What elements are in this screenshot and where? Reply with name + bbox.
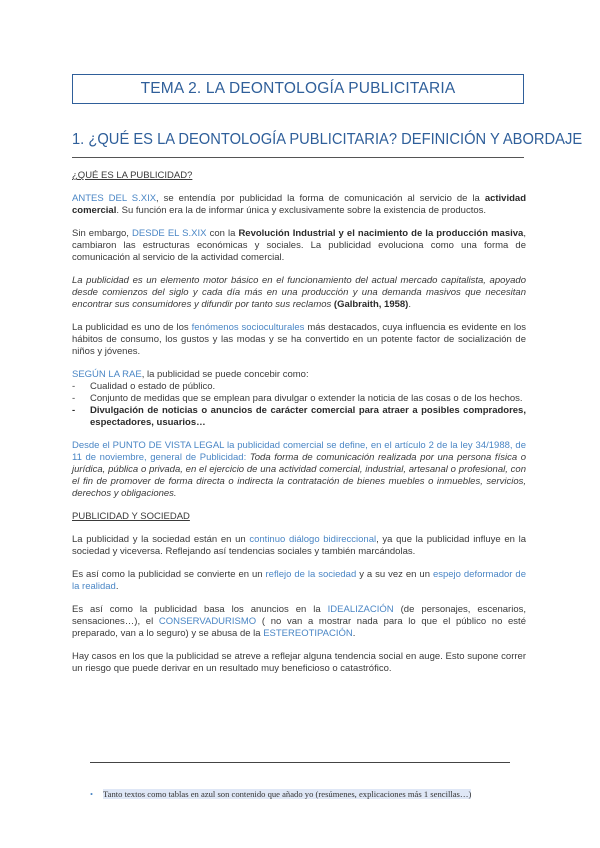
paragraph-reflejo <box>72 569 526 593</box>
highlight-desde: DESDE EL S.XIX <box>132 228 207 239</box>
highlight-rae: SEGÚN LA RAE <box>72 369 142 380</box>
paragraph-tendencia: Hay casos en los que la publicidad se atreve a reflejar alguna tendencia social en auge. Esto supone correr un riesgo que puede derivar en un resultado muy beneficioso o catastrófico. <box>72 651 526 674</box>
text: , cambiaron las estructuras económicas y sociales. La publicidad evoluciona como una forma de comunicación al servicio de la actividad comercial. <box>72 228 526 263</box>
highlight-dialogo: continuo diálogo bidireccional <box>249 534 377 545</box>
document-body <box>72 170 526 686</box>
text: Sin embargo, <box>72 228 133 239</box>
text: (de personajes, escenarios, sensaciones…), el <box>72 604 527 627</box>
heading-divider <box>72 157 524 158</box>
highlight-law: la publicidad comercial se define, en el artículo 2 de la ley 34/1988, de 11 de noviembre, general de Publicidad: <box>72 440 526 463</box>
text: La publicidad y la sociedad están en un <box>72 534 250 545</box>
list-item: - Divulgación de noticias o anuncios de carácter comercial para atraer a posibles compradores, espectadores, usuarios… <box>72 405 526 429</box>
text: . <box>115 581 119 592</box>
paragraph-rae <box>72 369 526 381</box>
text: , la publicidad se puede concebir como: <box>141 369 309 380</box>
highlight-idealizacion: IDEALIZACIÓN <box>327 604 394 615</box>
footnote-divider <box>90 762 510 763</box>
text: más destacados, cuya influencia es evidente en los hábitos de consumo, los gustos y las modas y se ha convertido en un potente factor de socialización de niños y jóvenes. <box>72 322 526 357</box>
text: Es así como la publicidad se convierte en un <box>72 569 266 580</box>
text: con la <box>206 228 239 239</box>
subheading-sociedad: PUBLICIDAD Y SOCIEDAD <box>72 511 190 522</box>
highlight-reflejo: reflejo de la sociedad <box>265 569 357 580</box>
list-item: - Cualidad o estado de público. <box>72 381 526 393</box>
text: y a su vez en un <box>356 569 433 580</box>
highlight-espejo: espejo deformador de la realidad <box>72 569 526 592</box>
bold-text: actividad comercial <box>72 193 526 216</box>
italic-quote: La publicidad es un elemento motor básico en el funcionamiento del actual mercado capitalista, apoyado desde comienzos del siglo y cada día más en una producción y una demanda masivos que necesitan encontrar sus consumidores y difundir por tanto sus reclamos <box>72 275 526 310</box>
text: La publicidad es uno de los <box>72 322 192 333</box>
text: ( no van a mostrar nada para lo que el público no esté preparado, van a lo seguro) y se abusa de la <box>72 616 526 639</box>
paragraph-legal <box>72 440 526 500</box>
subheading-que-es: ¿QUÉ ES LA PUBLICIDAD? <box>72 170 193 181</box>
text: Es así como la publicidad basa los anuncios en la <box>72 604 328 615</box>
text: . <box>408 299 411 310</box>
italic-definition: Toda forma de comunicación realizada por una persona física o jurídica, pública o privada, en el ejercicio de una actividad comercial, industrial, artesanal o profesional, con el fin de promover de forma directa o indirecta la contratación de bienes muebles o inmuebles, servicios, derechos y obligaciones. <box>72 452 527 499</box>
highlight-estereotipacion: ESTEREOTIPACIÓN <box>263 628 353 639</box>
rae-list <box>72 381 526 429</box>
paragraph-quote <box>72 275 526 311</box>
highlight-antes: ANTES DEL S.XIX <box>72 193 157 204</box>
text: . <box>352 628 356 639</box>
highlight-fenomenos: fenómenos socioculturales <box>191 322 305 333</box>
text: . Su función era la de informar única y exclusivamente sobre la existencia de productos. <box>116 205 487 216</box>
bold-text: Revolución Industrial y el nacimiento de la producción masiva <box>238 228 524 239</box>
text: , se entendía por publicidad la forma de comunicación al servicio de la <box>156 193 485 204</box>
page-title: TEMA 2. LA DEONTOLOGÍA PUBLICITARIA <box>72 74 524 104</box>
list-item: - Conjunto de medidas que se emplean para divulgar o extender la noticia de las cosas o de los hechos. <box>72 393 526 405</box>
paragraph-fenomenos <box>72 322 526 358</box>
paragraph-desde <box>72 228 526 264</box>
paragraph-dialogo <box>72 534 526 558</box>
highlight-conservadurismo: CONSERVADURISMO <box>158 616 257 627</box>
text: , ya que la publicidad influye en la sociedad y viceversa. Reflejando así tendencias sociales y también marcándolas. <box>72 534 526 557</box>
footnote-text: Tanto textos como tablas en azul son contenido que añado yo (resúmenes, explicaciones más 1 sencillas…) <box>103 789 472 799</box>
citation: (Galbraith, 1958) <box>331 299 409 310</box>
section-heading: 1. ¿QUÉ ES LA DEONTOLOGÍA PUBLICITARIA? DEFINICIÓN Y ABORDAJE <box>72 131 583 148</box>
bullet-icon: • <box>90 789 94 799</box>
paragraph-antes <box>72 193 526 217</box>
paragraph-idealizacion <box>72 604 526 640</box>
footnote <box>90 787 510 801</box>
highlight-legal: Desde el PUNTO DE VISTA LEGAL <box>72 440 227 451</box>
